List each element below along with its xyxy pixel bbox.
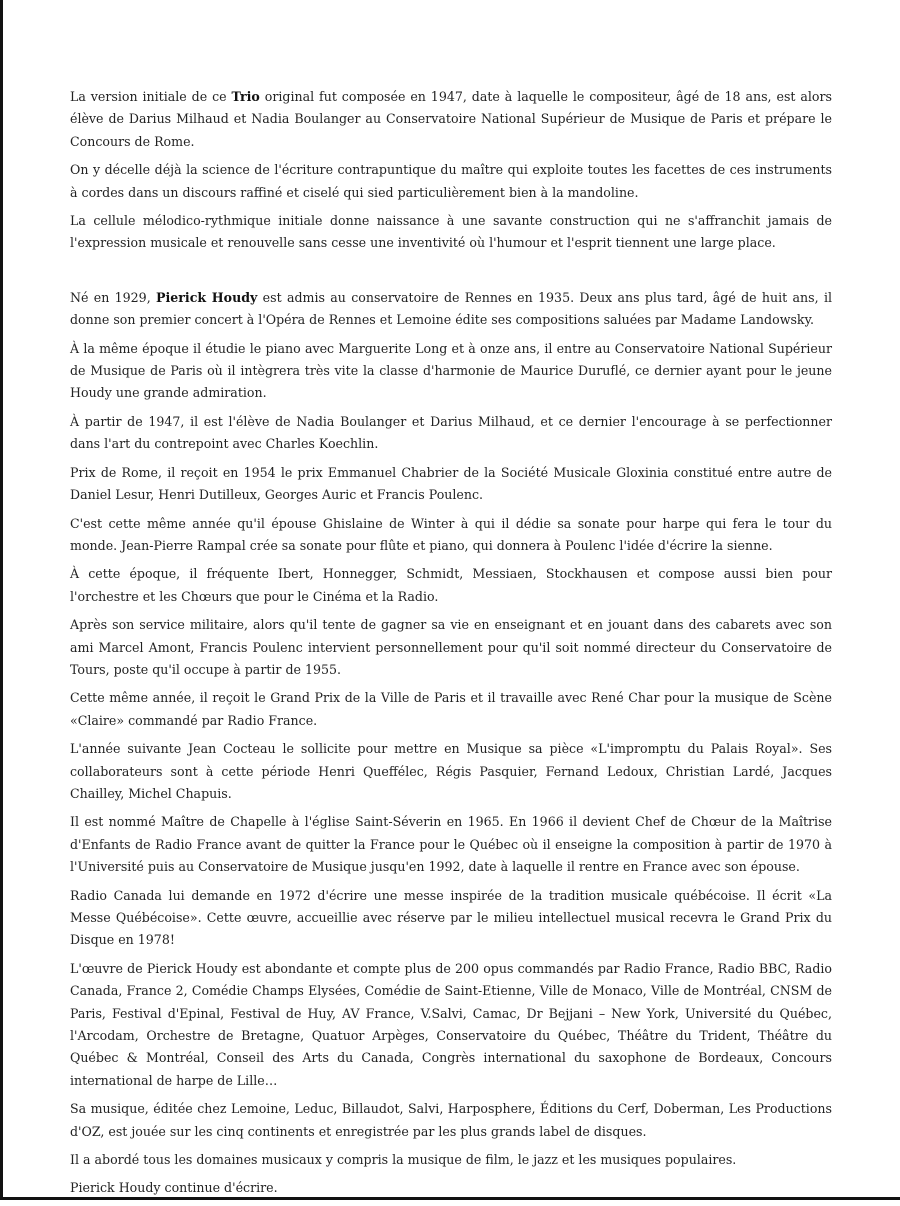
bio-paragraph-12: L'œuvre de Pierick Houdy est abondante et compte plus de 200 opus commandés par Radio France, Radio BBC, Radio Canada, France 2, Comédie Champs Elysées, Comédie de Saint-Etienne, Ville de Monaco, Ville de Montréal, CNSM de Paris, Festival d'Epinal, Festival de Huy, AV France, V.Salvi, Camac, Dr Bejjani – New York, Université du Québec, l'Arcodam, Orchestre de Bretagne, Quatuor Arpèges, Conservatoire du Québec, Théâtre du Trident, Théâtre du Québec & Montréal, Conseil des Arts du Canada, Congrès international du saxophone de Bordeaux, Concours international de harpe de Lille… — [70, 960, 832, 1088]
bio-paragraph-3: À partir de 1947, il est l'élève de Nadia Boulanger et Darius Milhaud, et ce dernier l'encourage à se perfectionner dans l'art du contrepoint avec Charles Koechlin. — [70, 413, 832, 452]
bio-paragraph-1: Né en 1929, Pierick Houdy est admis au conservatoire de Rennes en 1935. Deux ans plus tard, âgé de huit ans, il donne son premier concert à l'Opéra de Rennes et Lemoine édite ses compositions saluées par Madame Landowsky. — [70, 289, 832, 328]
bio-paragraph-5: C'est cette même année qu'il épouse Ghislaine de Winter à qui il dédie sa sonate pour harpe qui fera le tour du monde. Jean-Pierre Rampal crée sa sonate pour flûte et piano, qui donnera à Poulenc l'idée d'écrire la sienne. — [70, 515, 832, 553]
trio-paragraph-3: La cellule mélodico-rythmique initiale donne naissance à une savante construction qui ne s'affranchit jamais de l'expression musicale et renouvelle sans cesse une inventivité où l'humour et l'esprit tiennent une large place. — [70, 213, 832, 251]
document-body — [70, 86, 832, 1206]
section-spacer — [70, 261, 832, 287]
bio-paragraph-14: Il a abordé tous les domaines musicaux y compris la musique de film, le jazz et les musiques populaires. — [70, 1152, 737, 1168]
trio-paragraph-1: La version initiale de ce Trio original fut composée en 1947, date à laquelle le compositeur, âgé de 18 ans, est alors élève de Darius Milhaud et Nadia Boulanger au Conservatoire National Supérieur de Musique de Paris et prépare le Concours de Rome. — [70, 89, 832, 149]
bio-paragraph-15: Pierick Houdy continue d'écrire. — [70, 1180, 278, 1196]
trio-paragraph-2: On y décelle déjà la science de l'écriture contrapuntique du maître qui exploite toutes les facettes de ces instruments à cordes dans un discours raffiné et ciselé qui sied particulièrement bien à la mandoline. — [70, 162, 832, 200]
trio-section — [70, 86, 832, 255]
bio-paragraph-6: À cette époque, il fréquente Ibert, Honnegger, Schmidt, Messiaen, Stockhausen et compose aussi bien pour l'orchestre et les Chœurs que pour le Cinéma et la Radio. — [70, 566, 832, 604]
trio-emphasis: Trio — [231, 89, 260, 104]
bio-paragraph-7: Après son service militaire, alors qu'il tente de gagner sa vie en enseignant et en jouant dans des cabarets avec son ami Marcel Amont, Francis Poulenc intervient personnellement pour qu'il soit nommé directeur du Conservatoire de Tours, poste qu'il occupe à partir de 1955. — [70, 617, 832, 677]
composer-name: Pierick Houdy — [156, 289, 258, 305]
bio-paragraph-4: Prix de Rome, il reçoit en 1954 le prix Emmanuel Chabrier de la Société Musicale Gloxinia constitué entre autre de Daniel Lesur, Henri Dutilleux, Georges Auric et Francis Poulenc. — [70, 464, 832, 503]
bio-paragraph-8: Cette même année, il reçoit le Grand Prix de la Ville de Paris et il travaille avec René Char pour la musique de Scène «Claire» commandé par Radio France. — [70, 690, 832, 728]
bio-paragraph-10: Il est nommé Maître de Chapelle à l'église Saint-Séverin en 1965. En 1966 il devient Chef de Chœur de la Maîtrise d'Enfants de Radio France avant de quitter la France pour le Québec où il enseigne la composition à partir de 1970 à l'Université puis au Conservatoire de Musique jusqu'en 1992, date à laquelle il rentre en France avec son épouse. — [70, 814, 832, 875]
page-left-border — [0, 0, 3, 1200]
biography-section — [70, 287, 832, 1200]
bio-paragraph-9: L'année suivante Jean Cocteau le sollicite pour mettre en Musique sa pièce «L'impromptu du Palais Royal». Ses collaborateurs sont à cette période Henri Queffélec, Régis Pasquier, Fernand Ledoux, Christian Lardé, Jacques Chailley, Michel Chapuis. — [70, 741, 832, 801]
bio-paragraph-11: Radio Canada lui demande en 1972 d'écrire une messe inspirée de la tradition musicale québécoise. Il écrit «La Messe Québécoise». Cette œuvre, accueillie avec réserve par le milieu intellectuel musical recevra le Grand Prix du Disque en 1978! — [70, 887, 832, 948]
bio-paragraph-13: Sa musique, éditée chez Lemoine, Leduc, Billaudot, Salvi, Harposphere, Éditions du Cerf, Doberman, Les Productions d'OZ, est jouée sur les cinq continents et enregistrée par les plus grands label de disques. — [70, 1101, 832, 1139]
bio-paragraph-2: À la même époque il étudie le piano avec Marguerite Long et à onze ans, il entre au Conservatoire National Supérieur de Musique de Paris où il intègrera très vite la classe d'harmonie de Maurice Duruflé, ce dernier ayant pour le jeune Houdy une grande admiration. — [70, 340, 832, 401]
